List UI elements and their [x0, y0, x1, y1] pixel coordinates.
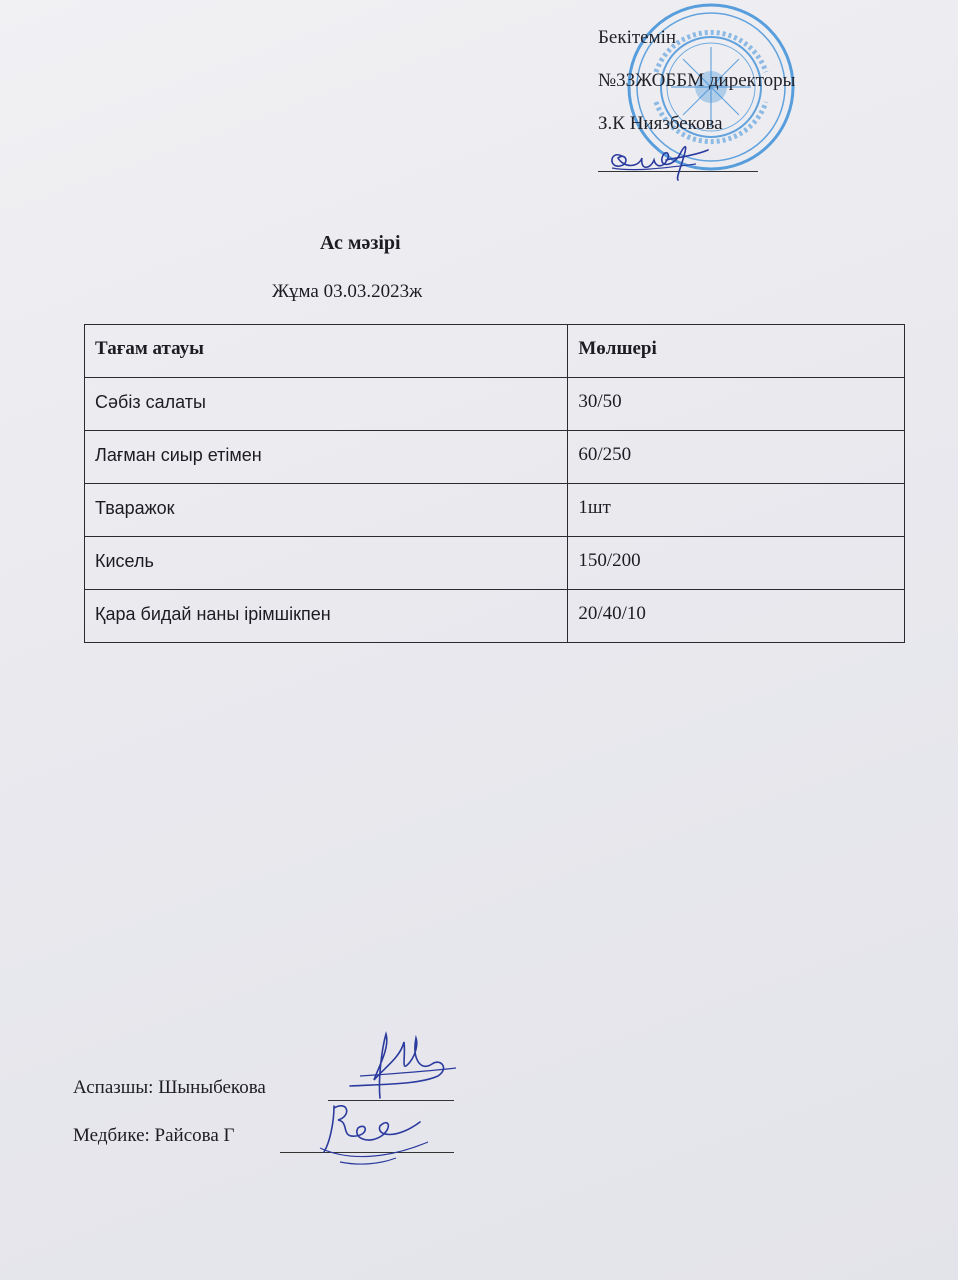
table-row: [85, 378, 905, 431]
document-title: Ас мәзірі: [320, 232, 401, 254]
table-header-row: [85, 325, 905, 378]
dish-amount: 1шт: [568, 484, 905, 537]
dish-amount: 30/50: [568, 378, 905, 431]
document-date: Жұма 03.03.2023ж: [272, 281, 423, 302]
dish-amount: 60/250: [568, 431, 905, 484]
table-row: [85, 431, 905, 484]
dish-name: Кисель: [85, 537, 568, 590]
header-dish-name: Тағам атауы: [85, 325, 568, 378]
approval-heading: Бекітемін: [598, 27, 677, 48]
cook-signature-label: Аспазшы: Шыныбекова: [73, 1077, 266, 1098]
nurse-signature-label: Медбике: Райсова Г: [73, 1125, 235, 1146]
approval-position: №33ЖОББМ директоры: [598, 70, 796, 91]
table-row: [85, 537, 905, 590]
director-signature: [604, 138, 714, 182]
dish-name: Тваражок: [85, 484, 568, 537]
dish-name: Қара бидай наны ірімшікпен: [85, 590, 568, 643]
dish-amount: 150/200: [568, 537, 905, 590]
dish-amount: 20/40/10: [568, 590, 905, 643]
approval-director-name: З.К Ниязбекова: [598, 113, 723, 134]
table-row: [85, 590, 905, 643]
menu-table: [84, 324, 905, 643]
table-row: [85, 484, 905, 537]
dish-name: Сәбіз салаты: [85, 378, 568, 431]
approval-block: [598, 16, 795, 145]
header-amount: Мөлшері: [568, 325, 905, 378]
nurse-signature: [300, 1092, 440, 1172]
dish-name: Лағман сиыр етімен: [85, 431, 568, 484]
